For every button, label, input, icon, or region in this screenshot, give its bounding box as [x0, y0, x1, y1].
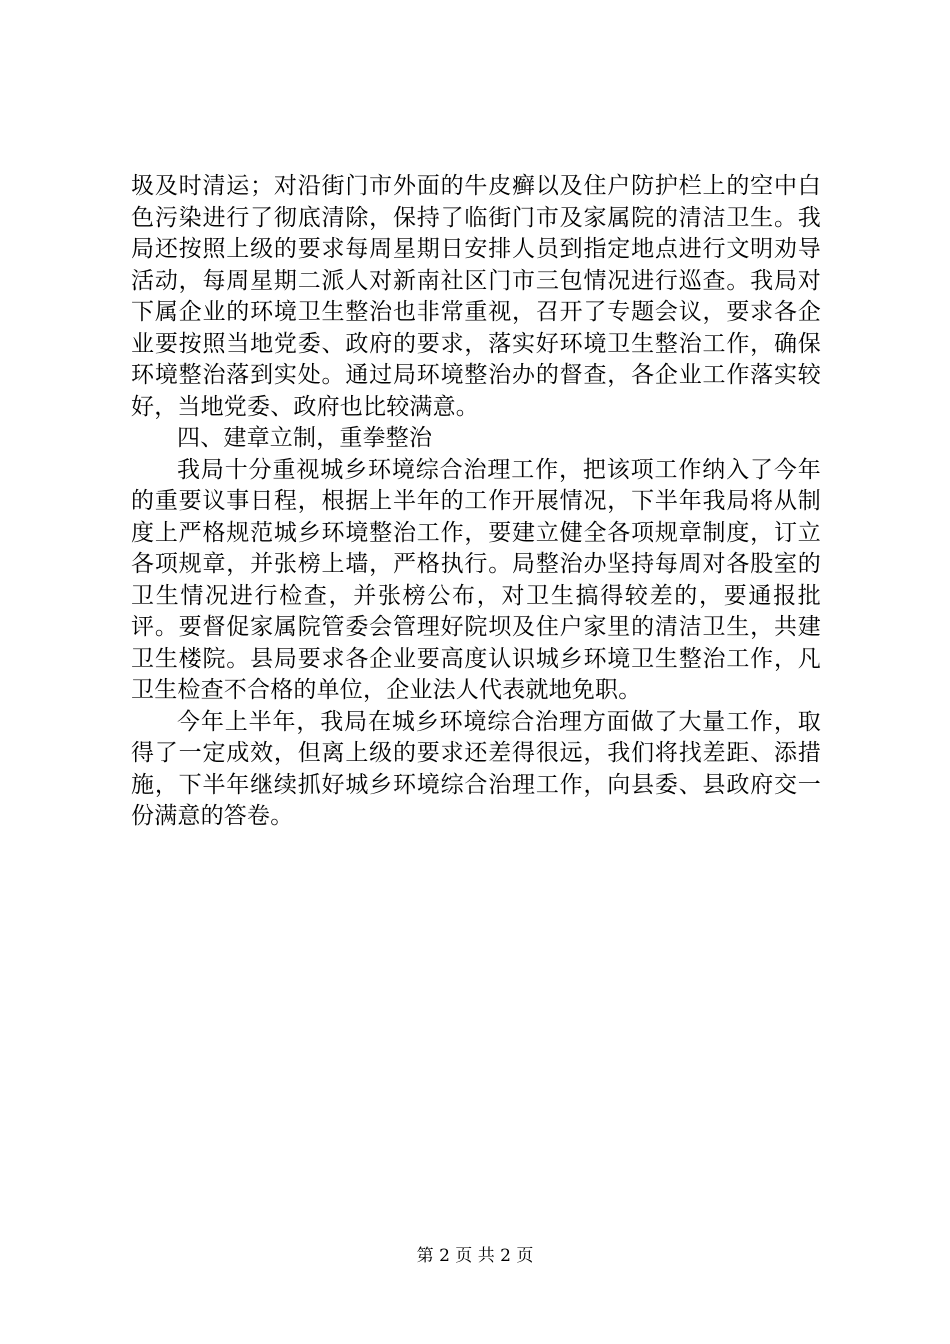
paragraph-2: 我局十分重视城乡环境综合治理工作，把该项工作纳入了今年的重要议事日程，根据上半年的工作开展情况，下半年我局将从制度上严格规范城乡环境整治工作，要建立健全各项规章制度，订立各项规章，并张榜上墙，严格执行。局整治办坚持每周对各股室的卫生情况进行检查，并张榜公布，对卫生搞得较差的，要通报批评。要督促家属院管委会管理好院坝及住户家里的清洁卫生，共建卫生楼院。县局要求各企业要高度认识城乡环境卫生整治工作，凡卫生检查不合格的单位，企业法人代表就地免职。	[131, 456, 821, 703]
paragraph-1: 圾及时清运；对沿街门市外面的牛皮癣以及住户防护栏上的空中白色污染进行了彻底清除，保持了临街门市及家属院的清洁卫生。我局还按照上级的要求每周星期日安排人员到指定地点进行文明劝导活动，每周星期二派人对新南社区门市三包情况进行巡查。我局对下属企业的环境卫生整治也非常重视，召开了专题会议，要求各企业要按照当地党委、政府的要求，落实好环境卫生整治工作，确保环境整治落到实处。通过局环境整治办的督查，各企业工作落实较好，当地党委、政府也比较满意。	[131, 173, 821, 420]
page-footer	[0, 1246, 950, 1266]
page-number-label: 第 2 页 共 2 页	[416, 1246, 534, 1266]
document-body	[131, 171, 821, 833]
paragraph-3: 今年上半年，我局在城乡环境综合治理方面做了大量工作，取得了一定成效，但离上级的要求还差得很远，我们将找差距、添措施，下半年继续抓好城乡环境综合治理工作，向县委、县政府交一份满意的答卷。	[131, 708, 821, 829]
section-heading: 四、建章立制，重拳整治	[177, 425, 433, 451]
